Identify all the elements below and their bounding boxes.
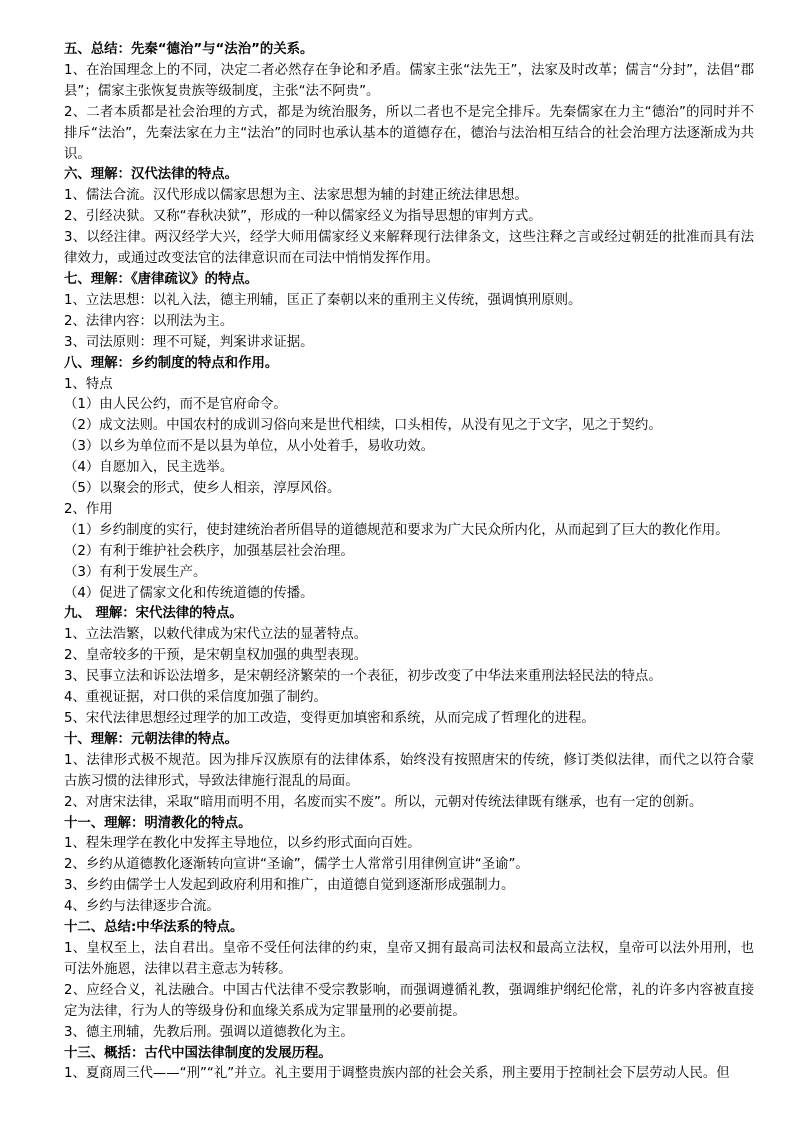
- section: [64, 354, 754, 605]
- paragraph-line: 2、作用: [64, 501, 113, 517]
- paragraph-line: （3）以乡为单位而不是以县为单位，从小处着手，易收功效。: [64, 439, 435, 455]
- section-heading: 五、总结：先秦“德治”与“法治”的关系。: [64, 42, 314, 57]
- paragraph-line: 2、应经合义，礼法融合。中国古代法律不受宗教影响，而强调遵循礼教，强调维护纲纪伦常，礼的许多内容被直接定为法律，行为人的等级身份和血缘关系成为定罪量刑的必要前提。: [64, 982, 754, 1019]
- paragraph-line: 2、皇帝较多的干预，是宋朝皇权加强的典型表现。: [64, 648, 368, 664]
- section: [64, 40, 754, 165]
- section: [64, 165, 754, 270]
- paragraph-line: 3、德主刑辅，先教后刑。强调以道德教化为主。: [64, 1024, 354, 1040]
- paragraph-line: 3、以经注律。两汉经学大兴，经学大师用儒家经义来解释现行法律条文，这些注释之言或经过朝廷的批准而具有法律效力，或通过改变法官的法律意识而在司法中悄悄发挥作用。: [64, 230, 754, 267]
- section: [64, 270, 754, 354]
- paragraph-line: 2、乡约从道德教化逐渐转向宣讲“圣谕”，儒学士人常常引用律例宣讲“圣谕”。: [64, 857, 529, 873]
- paragraph-line: （2）有利于维护社会秩序，加强基层社会治理。: [64, 543, 354, 559]
- section-heading: 十二、总结:中华法系的特点。: [64, 920, 244, 936]
- section: [64, 918, 754, 1043]
- paragraph-line: 2、引经决狱。又称“春秋决狱”，形成的一种以儒家经义为指导思想的审判方式。: [64, 209, 542, 225]
- paragraph-line: 2、二者本质都是社会治理的方式，都是为统治服务，所以二者也不是完全排斥。先秦儒家在力主“德治”的同时并不排斥“法治”，先秦法家在力主“法治”的同时也承认基本的道德存在，德治与法治相互结合的社会治理方法逐渐成为共识。: [64, 104, 754, 162]
- section: [64, 604, 754, 729]
- paragraph-line: （1）由人民公约，而不是官府命令。: [64, 397, 287, 413]
- paragraph-line: 4、重视证据，对口供的采信度加强了制约。: [64, 690, 327, 706]
- paragraph-line: 2、对唐宋法律，采取“暗用而明不用，名废而实不废”。所以，元朝对传统法律既有继承，也有一定的创新。: [64, 794, 703, 810]
- paragraph-line: 1、程朱理学在教化中发挥主导地位，以乡约形式面向百姓。: [64, 836, 421, 852]
- paragraph-line: 5、宋代法律思想经过理学的加工改造，变得更加填密和系统，从而完成了哲理化的进程。: [64, 711, 595, 726]
- paragraph-line: 1、立法浩繁，以敕代律成为宋代立法的显著特点。: [64, 627, 368, 643]
- paragraph-line: （1）乡约制度的实行，使封建统治者所倡导的道德规范和要求为广大民众所内化，从而起到了巨大的教化作用。: [64, 522, 729, 538]
- section-heading: 九、 理解：宋代法律的特点。: [64, 606, 243, 622]
- section: [64, 814, 754, 919]
- section-heading: 十三、概括：古代中国法律制度的发展历程。: [64, 1045, 332, 1061]
- section-heading: 八、理解：乡约制度的特点和作用。: [64, 355, 279, 371]
- paragraph-line: （4）促进了儒家文化和传统道德的传播。: [64, 585, 314, 601]
- section: [64, 730, 754, 814]
- paragraph-line: 1、法律形式极不规范。因为排斥汉族原有的法律体系，始终没有按照唐宋的传统，修订类似法律，而代之以符合蒙古族习惯的法律形式，导致法律施行混乱的局面。: [64, 752, 754, 789]
- paragraph-line: 1、皇权至上，法自君出。皇帝不受任何法律的约束，皇帝又拥有最高司法权和最高立法权，皇帝可以法外用刑，也可法外施恩，法律以君主意志为转移。: [64, 940, 754, 977]
- paragraph-line: 4、乡约与法律逐步合流。: [64, 899, 220, 915]
- section-heading: 十、理解：元朝法律的特点。: [64, 731, 239, 747]
- paragraph-line: （5）以聚会的形式，使乡人相亲，淳厚风俗。: [64, 481, 341, 497]
- paragraph-line: 2、法律内容：以刑法为主。: [64, 313, 234, 329]
- paragraph-line: （4）自愿加入，民主选举。: [64, 460, 234, 476]
- paragraph-line: 1、夏商周三代——“刑”“礼”并立。礼主要用于调整贵族内部的社会关系，刑主要用于控制社会下层劳动人民。但: [64, 1066, 730, 1082]
- section-heading: 十一、理解：明清教化的特点。: [64, 815, 252, 831]
- paragraph-line: （2）成文法则。中国农村的成训习俗向来是世代相续，口头相传，从没有见之于文字，见之于契约。: [64, 418, 662, 434]
- paragraph-line: 1、在治国理念上的不同，决定二者必然存在争论和矛盾。儒家主张“法先王”，法家及时改革；儒言“分封”，法倡“郡县”；儒家主张恢复贵族等级制度，主张“法不阿贵”。: [64, 62, 754, 99]
- section: [64, 1044, 754, 1086]
- paragraph-line: （3）有利于发展生产。: [64, 564, 207, 580]
- document-page: [64, 40, 754, 1085]
- paragraph-line: 1、立法思想：以礼入法，德主刑辅，匡正了秦朝以来的重刑主义传统，强调慎刑原则。: [64, 292, 582, 308]
- paragraph-line: 1、儒法合流。汉代形成以儒家思想为主、法家思想为辅的封建正统法律思想。: [64, 188, 528, 204]
- paragraph-line: 1、特点: [64, 376, 113, 392]
- paragraph-line: 3、司法原则：理不可疑，判案讲求证据。: [64, 334, 314, 350]
- paragraph-line: 3、乡约由儒学士人发起到政府利用和推广，由道德自觉到逐渐形成强制力。: [64, 878, 515, 894]
- paragraph-line: 3、民事立法和诉讼法增多，是宋朝经济繁荣的一个表征，初步改变了中华法来重刑法轻民法的特点。: [64, 669, 662, 685]
- section-heading: 七、理解：《唐律疏议》的特点。: [64, 271, 259, 287]
- section-heading: 六、理解：汉代法律的特点。: [64, 167, 239, 183]
